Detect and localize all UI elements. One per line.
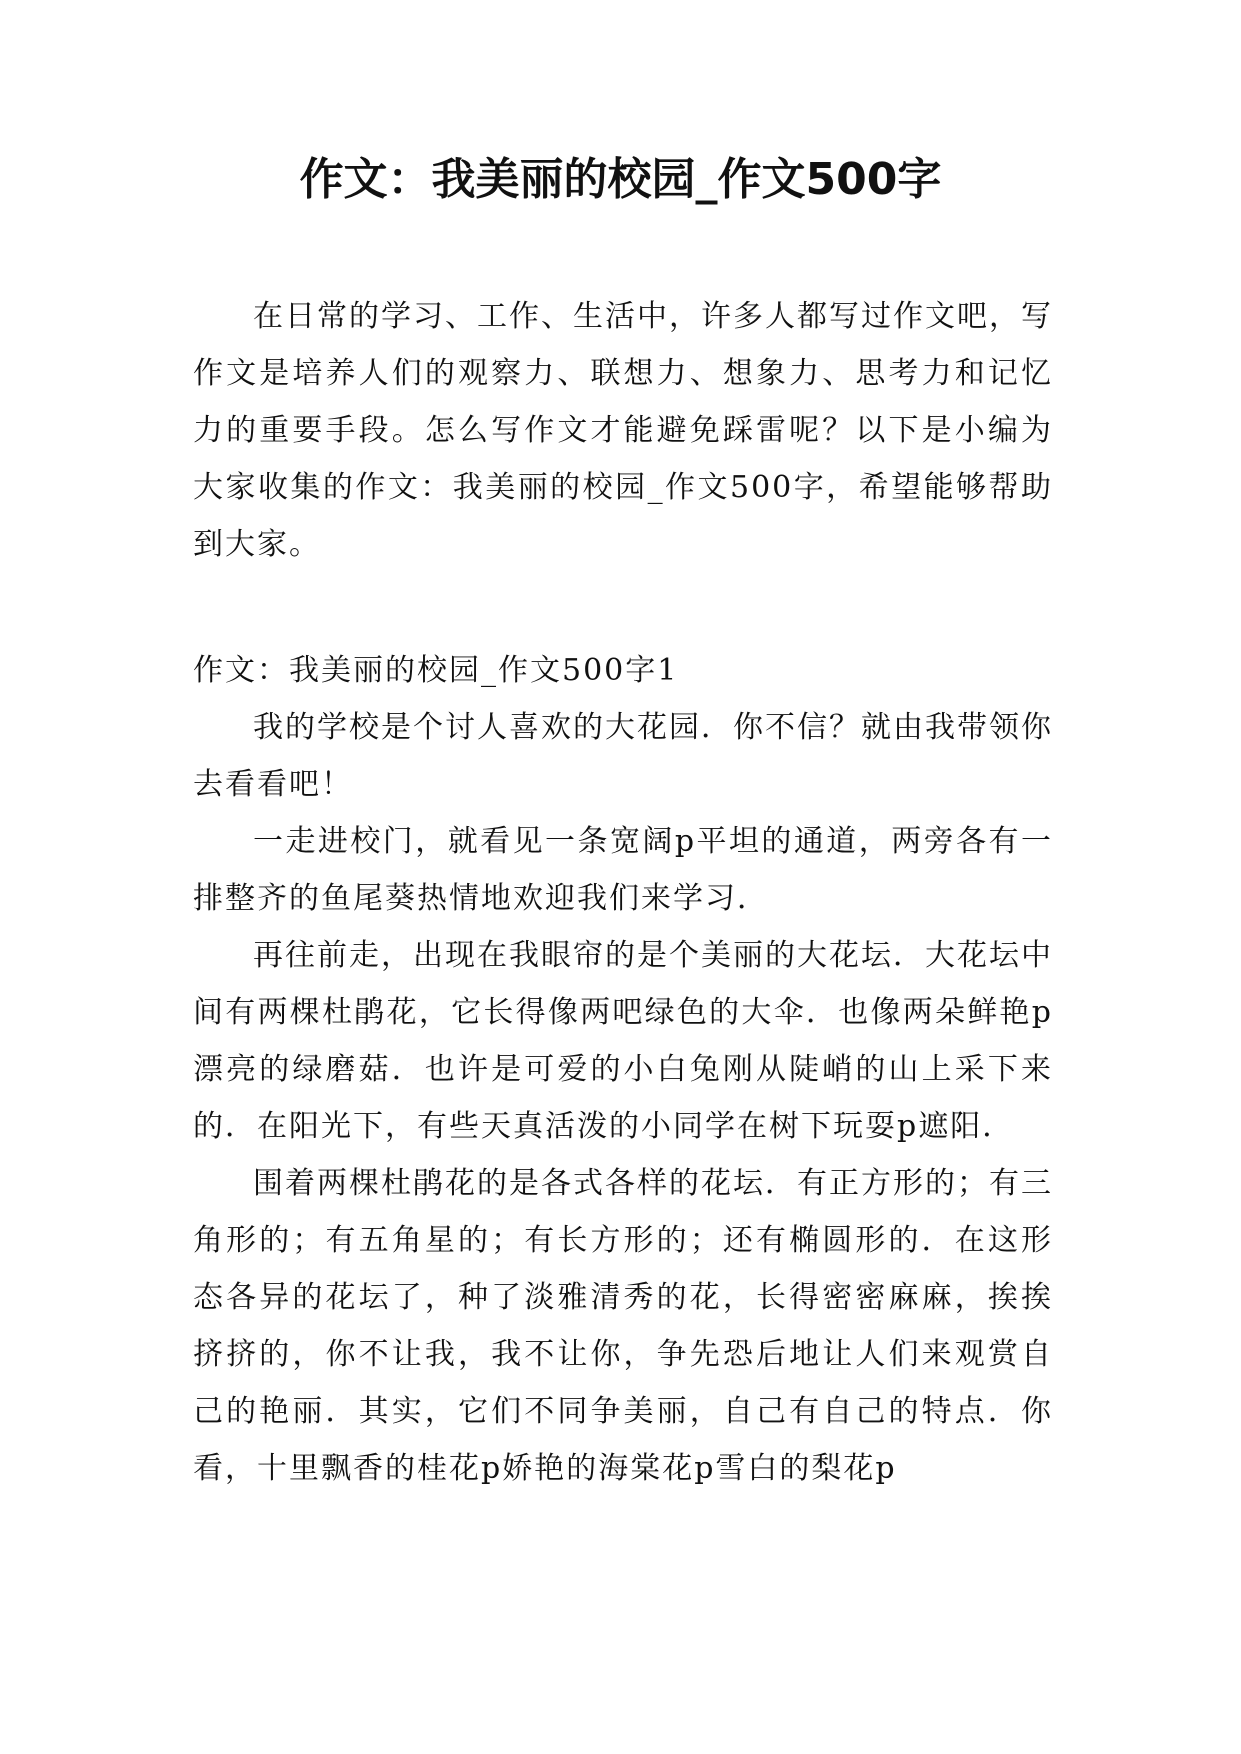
intro-paragraph: 在日常的学习、工作、生活中，许多人都写过作文吧，写作文是培养人们的观察力、联想力、想象力、思考力和记忆力的重要手段。怎么写作文才能避免踩雷呢？以下是小编为大家收集的作文：我美丽的校园_作文500字，希望能够帮助到大家。: [193, 299, 1053, 562]
essay-paragraph: 围着两棵杜鹃花的是各式各样的花坛．有正方形的；有三角形的；有五角星的；有长方形的；还有椭圆形的．在这形态各异的花坛了，种了淡雅清秀的花，长得密密麻麻，挨挨挤挤的，你不让我，我不让你，争先恐后地让人们来观赏自己的艳丽．其实，它们不同争美丽，自己有自己的特点．你看，十里飘香的桂花p娇艳的海棠花p雪白的梨花p: [193, 1166, 1053, 1486]
essay-heading: 作文：我美丽的校园_作文500字1: [193, 653, 679, 688]
essay-paragraph: 我的学校是个讨人喜欢的大花园．你不信？就由我带领你去看看吧！: [193, 710, 1053, 802]
essay-paragraph: 一走进校门，就看见一条宽阔p平坦的通道，两旁各有一排整齐的鱼尾葵热情地欢迎我们来学习．: [193, 824, 1053, 916]
intro-section: [193, 288, 1053, 573]
document-title: 作文：我美丽的校园_作文500字: [299, 154, 942, 205]
essay-section: [193, 642, 1053, 1497]
essay-paragraph: 再往前走，出现在我眼帘的是个美丽的大花坛．大花坛中间有两棵杜鹃花，它长得像两吧绿色的大伞．也像两朵鲜艳p漂亮的绿磨菇．也许是可爱的小白兔刚从陡峭的山上采下来的．在阳光下，有些天真活泼的小同学在树下玩耍p遮阳．: [193, 938, 1053, 1144]
